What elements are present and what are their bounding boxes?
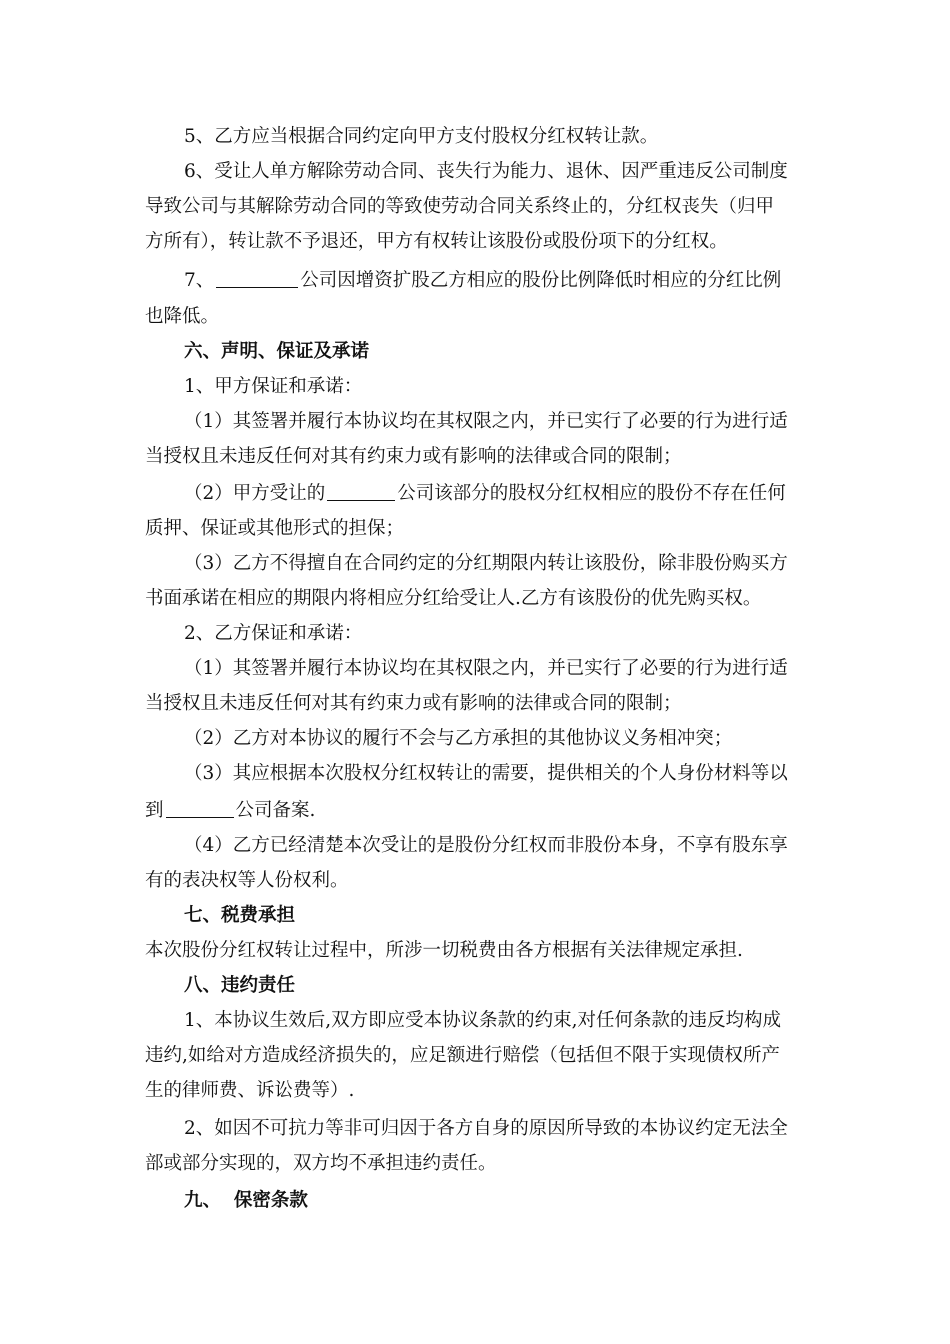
paragraph-line: 书面承诺在相应的期限内将相应分红给受让人.乙方有该股份的优先购买权。 [145, 588, 762, 609]
clause-text: 公司该部分的股权分红权相应的股份不存在任何 [397, 483, 786, 504]
paragraph-line: 当授权且未违反任何对其有约束力或有影响的法律或合同的限制； [145, 693, 682, 714]
paragraph-line: 1、本协议生效后,双方即应受本协议条款的约束,对任何条款的违反均构成 [184, 1010, 782, 1031]
paragraph-line: （1）其签署并履行本协议均在其权限之内，并已实行了必要的行为进行适 [184, 411, 788, 432]
paragraph-line: 生的律师费、诉讼费等）. [145, 1080, 355, 1101]
paragraph-line: 本次股份分红权转让过程中，所涉一切税费由各方根据有关法律规定承担. [145, 940, 743, 961]
section-heading: 九、 保密条款 [184, 1190, 308, 1211]
paragraph-line [184, 268, 781, 294]
clause-number: 7、 [184, 270, 215, 291]
paragraph-line: 也降低。 [145, 306, 220, 327]
clause-text: （2）甲方受让的 [184, 483, 326, 504]
paragraph-line: （4）乙方已经清楚本次受让的是股份分红权而非股份本身，不享有股东享 [184, 835, 788, 856]
paragraph-line: （3）乙方不得擅自在合同约定的分红期限内转让该股份，除非股份购买方 [184, 553, 788, 574]
paragraph-line: （2）乙方对本协议的履行不会与乙方承担的其他协议义务相冲突； [184, 728, 733, 749]
paragraph-line: （3）其应根据本次股权分红权转让的需要，提供相关的个人身份材料等以 [184, 763, 788, 784]
paragraph-line: 方所有），转让款不予退还，甲方有权转让该股份或股份项下的分红权。 [145, 231, 728, 252]
paragraph-line: 5、乙方应当根据合同约定向甲方支付股权分红权转让款。 [184, 126, 659, 147]
paragraph-line: 1、甲方保证和承诺： [184, 376, 363, 397]
section-heading: 七、税费承担 [184, 905, 296, 926]
paragraph-line: 6、受让人单方解除劳动合同、丧失行为能力、退休、因严重违反公司制度 [184, 161, 788, 182]
clause-text: 公司因增资扩股乙方相应的股份比例降低时相应的分红比例 [300, 270, 782, 291]
paragraph-line: （1）其签署并履行本协议均在其权限之内，并已实行了必要的行为进行适 [184, 658, 788, 679]
clause-text: 到 [145, 800, 164, 821]
paragraph-line: 质押、保证或其他形式的担保； [145, 518, 405, 539]
paragraph-line: 2、如因不可抗力等非可归因于各方自身的原因所导致的本协议约定无法全 [184, 1118, 788, 1139]
paragraph-line: 导致公司与其解除劳动合同的等致使劳动合同关系终止的，分红权丧失（归甲 [145, 196, 775, 217]
paragraph-line [184, 481, 786, 507]
paragraph-line: 有的表决权等人份权利。 [145, 870, 349, 891]
clause-text: 公司备案. [235, 800, 316, 821]
fill-blank [327, 482, 395, 501]
paragraph-line: 当授权且未违反任何对其有约束力或有影响的法律或合同的限制； [145, 446, 682, 467]
section-heading: 八、违约责任 [184, 975, 296, 996]
paragraph-line [145, 798, 315, 824]
paragraph-line: 部或部分实现的，双方均不承担违约责任。 [145, 1153, 497, 1174]
paragraph-line: 违约,如给对方造成经济损失的，应足额进行赔偿（包括但不限于实现债权所产 [145, 1045, 780, 1066]
fill-blank [216, 269, 298, 288]
paragraph-line: 2、乙方保证和承诺： [184, 623, 363, 644]
fill-blank [166, 799, 234, 818]
section-heading: 六、声明、保证及承诺 [184, 341, 370, 362]
